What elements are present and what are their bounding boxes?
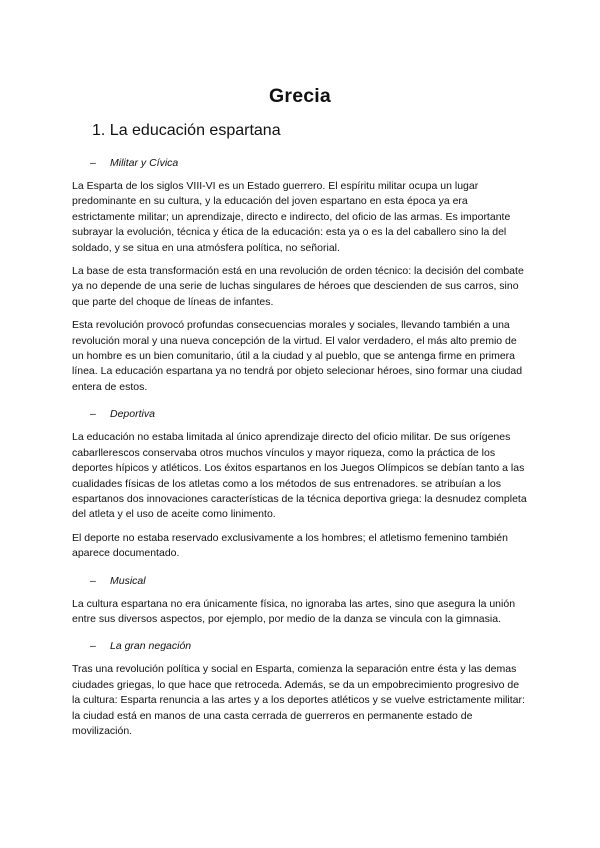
page-title: Grecia <box>269 85 331 107</box>
section-heading: 1. La educación espartana <box>92 122 281 139</box>
subheading-label: La gran negación <box>110 640 192 653</box>
subheading-gran-negacion <box>72 639 528 653</box>
subheading-musical <box>72 574 528 588</box>
dash-bullet: – <box>90 640 96 653</box>
subheading-deportiva <box>72 407 528 421</box>
subheading-label: Militar y Cívica <box>110 157 179 169</box>
paragraph: La educación no estaba limitada al único aprendizaje directo del oficio militar. De sus orígenes cabarllerescos conservaba otros muchos vínculos y mayor riqueza, como la práctica de los deportes hípicos y atléticos. Los éxitos espartanos en los Juegos Olímpicos se debían tanto a las cualidades físicas de los atletas como a los métodos de sus entrenadores. se atribuían a los espartanos dos innovaciones características de la técnica deportiva griega: la desnudez completa del atleta y el uso de aceite como linimento. <box>72 431 527 521</box>
paragraph: El deporte no estaba reservado exclusivamente a los hombres; el atletismo femenino también aparece documentado. <box>72 531 508 560</box>
paragraph: La cultura espartana no era únicamente física, no ignoraba las artes, sino que asegura la unión entre sus diversos aspectos, por ejemplo, por medio de la danza se vincula con la gimnasia. <box>72 597 516 625</box>
paragraph: Esta revolución provocó profundas consecuencias morales y sociales, llevando también a una revolución moral y una nueva concepción de la virtud. El valor verdadero, el más alto premio de un hombre es un bien comunitario, útil a la ciudad y al pueblo, que se antenga firme en primera línea. La educación espartana ya no tendrá por objeto selecionar héroes, sino formar una ciudad entera de estos. <box>72 319 523 393</box>
subheading-militar-civica <box>72 156 528 170</box>
subheading-label: Musical <box>110 574 146 587</box>
paragraph: La base de esta transformación está en una revolución de orden técnico: la decisión del combate ya no depende de una serie de luchas singulares de héroes que descienden de sus carros, sino que parte del choque de líneas de infantes. <box>72 265 524 308</box>
subheading-label: Deportiva <box>110 408 155 421</box>
dash-bullet: – <box>90 157 96 169</box>
dash-bullet: – <box>90 574 96 587</box>
paragraph: La Esparta de los siglos VIII-VI es un Estado guerrero. El espíritu militar ocupa un lugar predominante en su cultura, y la educación del joven espartano en esta época ya era estrictamente militar; un aprendizaje, directo e indirecto, del oficio de las armas. Es importante subrayar la evolución, técnica y ética de la educación: esta ya o es la del caballero sino la del soldado, y se situa en una atmósfera política, no señorial. <box>72 180 511 254</box>
paragraph: Tras una revolución política y social en Esparta, comienza la separación entre ésta y las demas ciudades griegas, lo que hace que retroceda. Además, se da un empobrecimiento progresivo de la cultura: Esparta renuncia a las artes y a los deportes atléticos y se vuelve estrictamente militar: la ciudad está en manos de una casta cerrada de guerreros en permanente estado de movilización. <box>72 663 525 737</box>
dash-bullet: – <box>90 408 96 421</box>
